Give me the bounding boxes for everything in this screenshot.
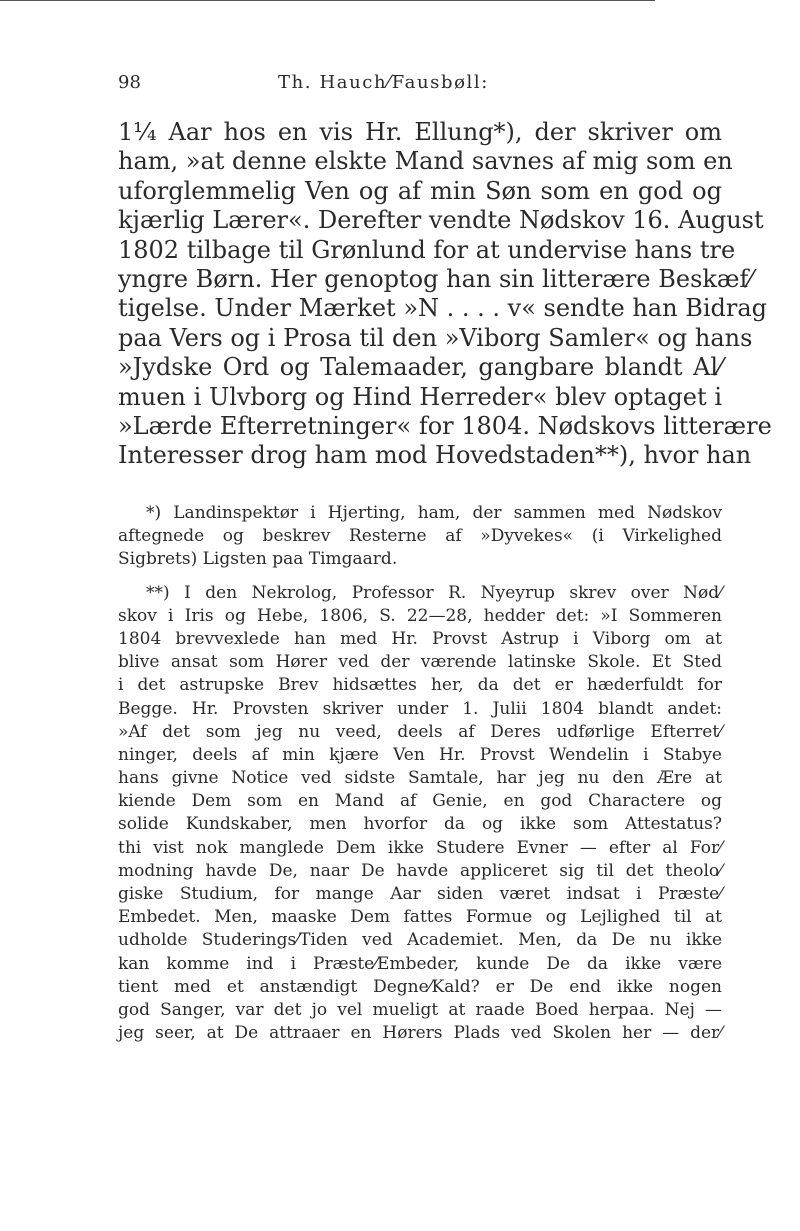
footnote-line: **) I den Nekrolog, Professor R. Nyeyrup skrev over Nød⁄: [146, 582, 722, 603]
footnote-line: god Sanger, var det jo vel mueligt at raade Boed herpaa. Nej —: [118, 999, 722, 1020]
footnote-line: giske Studium, for mange Aar siden været indsat i Præste⁄: [118, 884, 722, 904]
footnote-line: *) Landinspektør i Hjerting, ham, der sammen med Nødskov: [146, 503, 722, 523]
body-line: muen i Ulvborg og Hind Herreder« blev optaget i: [118, 382, 722, 411]
body-line: 1802 tilbage til Grønlund for at undervise hans tre: [118, 235, 736, 264]
footnote-1: [118, 502, 722, 572]
footnote-line: »Af det som jeg nu veed, deels af Deres udførlige Efterret⁄: [118, 721, 722, 742]
footnote-line: jeg seer, at De attraaer en Hørers Plads ved Skolen her — der⁄: [118, 1023, 722, 1044]
footnote-line: i det astrupske Brev hidsættes her, da det er hæderfuldt for: [118, 675, 722, 696]
footnote-2: [118, 582, 722, 1046]
top-edge-rule: [0, 0, 655, 1]
footnote-line: Sigbrets) Ligsten paa Timgaard.: [118, 549, 398, 570]
running-head: [118, 72, 722, 100]
footnote-line: skov i Iris og Hebe, 1806, S. 22—28, hedder det: »I Sommeren: [118, 605, 722, 626]
footnote-line: Begge. Hr. Provsten skriver under 1. Julii 1804 blandt andet:: [118, 698, 722, 719]
body-line: tigelse. Under Mærket »N . . . . v« sendte han Bidrag: [118, 294, 768, 323]
footnote-line: kiende Dem som en Mand af Genie, en god Charactere og: [118, 791, 722, 812]
body-line: paa Vers og i Prosa til den »Viborg Samler« og hans: [118, 323, 753, 352]
footnote-line: tient med et anstændigt Degne⁄Kald? er De end ikke nogen: [118, 976, 722, 997]
body-line: 1¼ Aar hos en vis Hr. Ellung*), der skriver om: [118, 118, 722, 146]
body-line: uforglemmelig Ven og af min Søn som en god og: [118, 176, 722, 205]
footnote-line: aftegnede og beskrev Resterne af »Dyvekes« (i Virkelighed: [118, 526, 722, 547]
body-line: »Lærde Efterretninger« for 1804. Nødskovs litterære: [118, 411, 772, 440]
body-line: yngre Børn. Her genoptog han sin litterære Beskæf⁄: [118, 264, 753, 293]
footnote-line: solide Kundskaber, men hvorfor da og ikke som Attestatus?: [118, 814, 722, 835]
footnote-line: ninger, deels af min kjære Ven Hr. Provst Wendelin i Stabye: [118, 744, 722, 765]
page-number: 98: [118, 72, 141, 93]
footnote-line: modning havde De, naar De havde appliceret sig til det theolo⁄: [118, 860, 722, 881]
footnote-line: thi vist nok manglede Dem ikke Studere Evner — efter al For⁄: [118, 837, 722, 858]
footnote-line: kan komme ind i Præste⁄Embeder, kunde De da ikke være: [118, 953, 722, 974]
footnote-line: 1804 brevvexlede han med Hr. Provst Astrup i Viborg om at: [118, 628, 722, 649]
footnote-gap: [118, 572, 722, 582]
body-line: Interesser drog ham mod Hovedstaden**), hvor han: [118, 441, 752, 470]
body-line: ham, »at denne elskte Mand savnes af mig som en: [118, 147, 733, 176]
footnote-line: blive ansat som Hører ved der værende latinske Skole. Et Sted: [118, 652, 722, 673]
body-text: [118, 118, 772, 471]
body-line: »Jydske Ord og Talemaader, gangbare blandt Al⁄: [118, 353, 722, 382]
footnotes: [118, 502, 722, 1045]
footnote-line: udholde Studerings⁄Tiden ved Academiet. Men, da De nu ikke: [118, 930, 722, 951]
running-title: Th. Hauch⁄Fausbøll:: [278, 72, 489, 93]
body-line: kjærlig Lærer«. Derefter vendte Nødskov 16. August: [118, 206, 764, 235]
footnote-line: hans givne Notice ved sidste Samtale, har jeg nu den Ære at: [118, 768, 722, 789]
footnote-line: Embedet. Men, maaske Dem fattes Formue og Lejlighed til at: [118, 907, 722, 928]
